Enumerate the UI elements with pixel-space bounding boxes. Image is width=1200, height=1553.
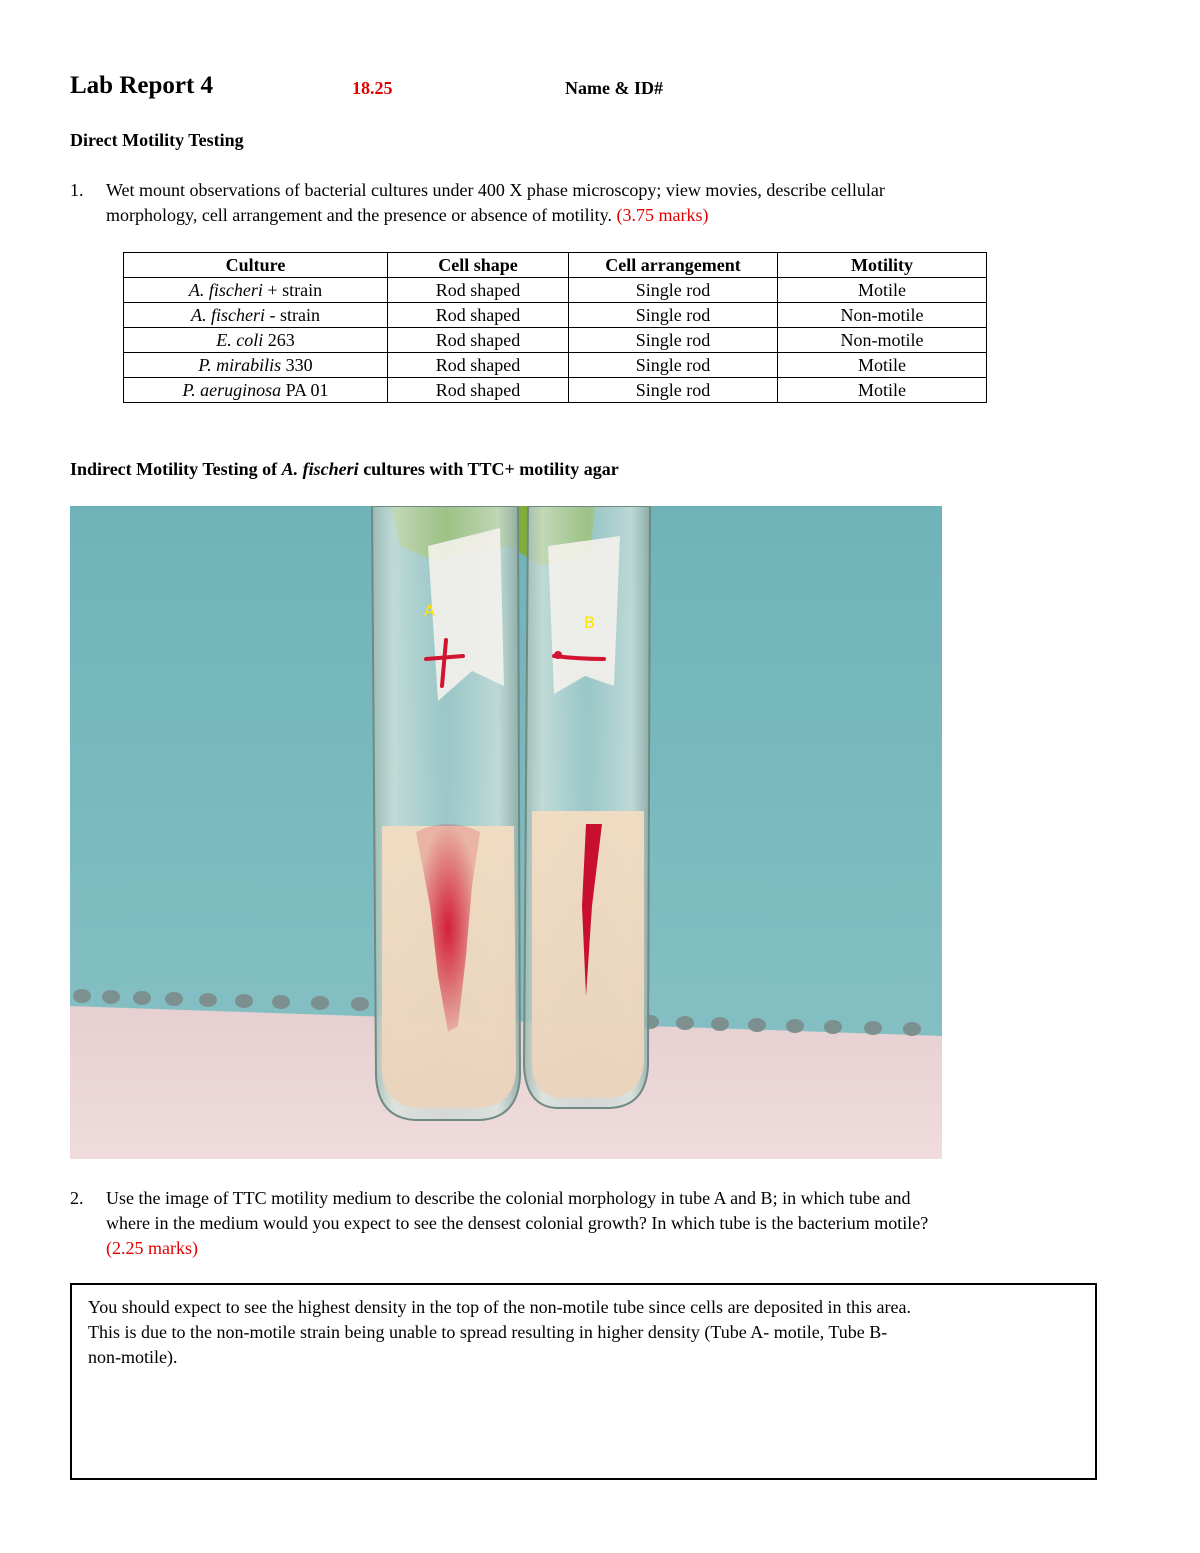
- question-number: 1.: [70, 180, 84, 200]
- section-heading-indirect: Indirect Motility Testing of A. fischeri cultures with TTC+ motility agar: [70, 459, 619, 479]
- motility-cell: Non-motile: [778, 303, 987, 328]
- column-header: Cell arrangement: [569, 253, 778, 278]
- culture-cell: P. mirabilis 330: [124, 353, 388, 378]
- cell-arrangement: Single rod: [569, 328, 778, 353]
- tube-label-b: B: [584, 613, 595, 632]
- cell-shape: Rod shaped: [388, 378, 569, 403]
- question-text: Wet mount observations of bacterial cultures under 400 X phase microscopy; view movies, describe cellular: [106, 180, 885, 200]
- ttc-tubes-photo: [70, 506, 942, 1159]
- column-header: Motility: [778, 253, 987, 278]
- marks-label: (3.75 marks): [616, 205, 709, 225]
- question-2: [70, 1186, 1150, 1264]
- answer-text: You should expect to see the highest density in the top of the non-motile tube since cells are deposited in this area. This is due to the non-motile strain being unable to spread resulting in higher density (Tube A- motile, Tube B- non-motile).: [88, 1297, 911, 1367]
- cell-arrangement: Single rod: [569, 303, 778, 328]
- cell-arrangement: Single rod: [569, 278, 778, 303]
- question-text-continued: where in the medium would you expect to see the densest colonial growth? In which tube is the bacterium motile?: [106, 1213, 929, 1233]
- culture-cell: A. fischeri - strain: [124, 303, 388, 328]
- culture-cell: E. coli 263: [124, 328, 388, 353]
- section-heading-direct: Direct Motility Testing: [70, 130, 244, 150]
- cell-shape: Rod shaped: [388, 303, 569, 328]
- question-text-continued: morphology, cell arrangement and the presence or absence of motility. (3.75 marks): [106, 205, 709, 225]
- question-number: 2.: [70, 1188, 84, 1208]
- question-1: [70, 178, 1130, 230]
- culture-cell: P. aeruginosa PA 01: [124, 378, 388, 403]
- column-header: Culture: [124, 253, 388, 278]
- answer-box: [70, 1283, 1097, 1480]
- motility-cell: Motile: [778, 378, 987, 403]
- table-row: [124, 278, 987, 303]
- report-title: Lab Report 4: [70, 72, 214, 99]
- table-row: [124, 303, 987, 328]
- motility-cell: Motile: [778, 353, 987, 378]
- table-row: [124, 328, 987, 353]
- cell-shape: Rod shaped: [388, 278, 569, 303]
- table-row: [124, 378, 987, 403]
- column-header: Cell shape: [388, 253, 569, 278]
- tube-b: [524, 506, 650, 1108]
- question-text: Use the image of TTC motility medium to describe the colonial morphology in tube A and B; in which tube and: [106, 1188, 911, 1208]
- tube-a: [372, 506, 520, 1120]
- cell-arrangement: Single rod: [569, 353, 778, 378]
- table-header-row: [124, 253, 987, 278]
- table-row: [124, 353, 987, 378]
- cell-arrangement: Single rod: [569, 378, 778, 403]
- name-id-label: Name & ID#: [565, 78, 663, 98]
- cell-shape: Rod shaped: [388, 353, 569, 378]
- motility-cell: Motile: [778, 278, 987, 303]
- motility-table: [123, 252, 987, 403]
- marks-label: (2.25 marks): [106, 1238, 198, 1258]
- motility-cell: Non-motile: [778, 328, 987, 353]
- score: 18.25: [352, 78, 393, 98]
- culture-cell: A. fischeri + strain: [124, 278, 388, 303]
- tube-label-a: A: [424, 601, 435, 620]
- cell-shape: Rod shaped: [388, 328, 569, 353]
